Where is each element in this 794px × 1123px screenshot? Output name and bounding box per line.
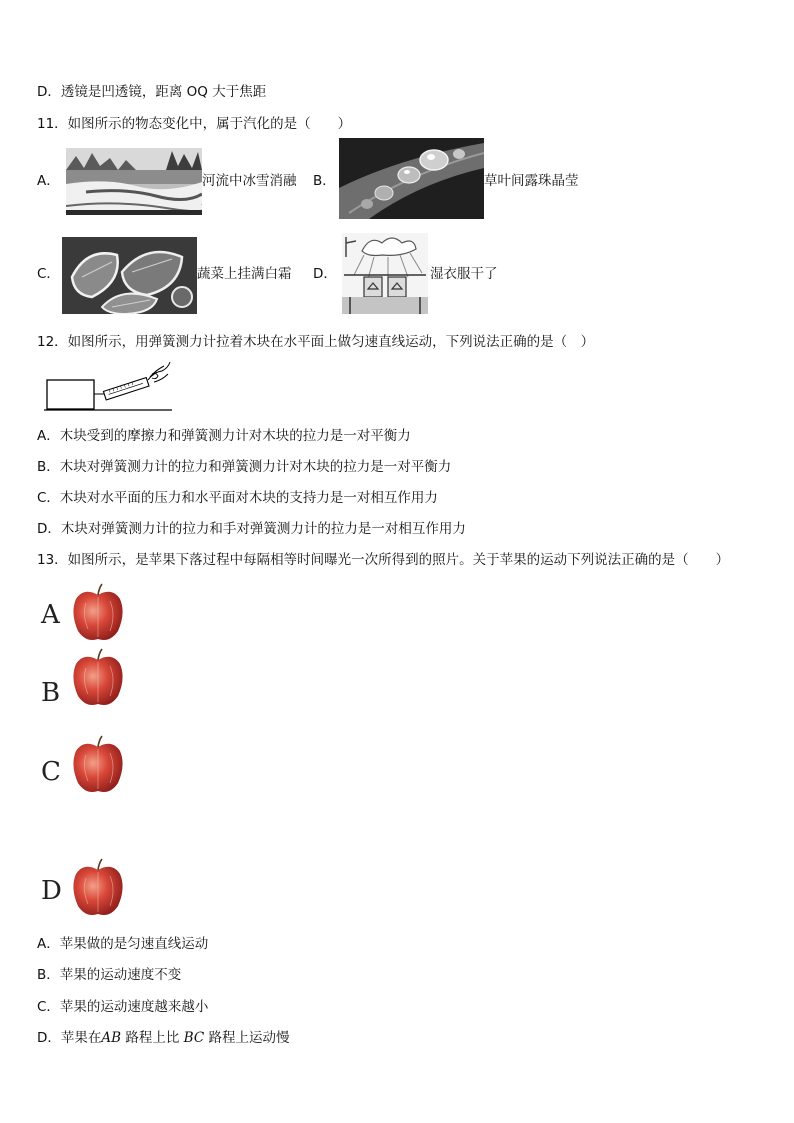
q13-option-a: A．苹果做的是匀速直线运动: [37, 936, 209, 952]
apple-position-label-c: C: [41, 757, 61, 787]
apple-image: [72, 583, 124, 643]
q11-option-d-text: 湿衣服干了: [430, 266, 498, 282]
segment-bc-label: BC: [183, 1030, 205, 1046]
river-ice-photo: [66, 148, 202, 215]
q13-option-d: [37, 1029, 289, 1047]
apple-image: [72, 735, 124, 795]
apple-position-label-d: D: [41, 876, 62, 906]
drying-clothes-drawing: [342, 233, 428, 314]
q12-option-b: B．木块对弹簧测力计的拉力和弹簧测力计对木块的拉力是一对平衡力: [37, 459, 452, 475]
q13-option-c: C．苹果的运动速度越来越小: [37, 999, 209, 1015]
apple-position-label-a: A: [41, 600, 60, 630]
q13-option-d-prefix: D．苹果在: [37, 1030, 102, 1046]
frost-leaves-photo: [62, 237, 197, 314]
q13-option-d-mid: 路程上比: [121, 1030, 184, 1046]
q11-option-a-letter: A．: [37, 173, 60, 189]
q11-stem: 11．如图所示的物态变化中，属于汽化的是（ ）: [37, 116, 352, 132]
segment-ab-label: AB: [101, 1030, 122, 1046]
q11-option-a-text: 河流中冰雪消融: [202, 173, 297, 189]
q11-option-c-letter: C．: [37, 266, 60, 282]
q13-option-d-suffix: 路程上运动慢: [204, 1030, 290, 1046]
q11-option-b-text: 草叶间露珠晶莹: [484, 173, 579, 189]
q11-option-c-text: 蔬菜上挂满白霜: [197, 266, 292, 282]
spring-scale-diagram: [44, 358, 174, 414]
q12-option-a: A．木块受到的摩擦力和弹簧测力计对木块的拉力是一对平衡力: [37, 428, 411, 444]
q12-option-c: C．木块对水平面的压力和水平面对木块的支持力是一对相互作用力: [37, 490, 438, 506]
dew-drops-photo: [339, 138, 484, 219]
q11-option-d-letter: D．: [313, 266, 337, 282]
q12-stem: 12．如图所示，用弹簧测力计拉着木块在水平面上做匀速直线运动，下列说法正确的是（ ）: [37, 334, 595, 350]
q11-option-b-letter: B．: [313, 173, 336, 189]
apple-image: [72, 648, 124, 708]
q10-option-d: D．透镜是凹透镜，距离 OQ 大于焦距: [37, 84, 267, 100]
q13-stem: 13．如图所示，是苹果下落过程中每隔相等时间曝光一次所得到的照片。关于苹果的运动下列说法正确的是（ ）: [37, 552, 730, 568]
apple-image: [72, 858, 124, 918]
q12-option-d: D．木块对弹簧测力计的拉力和手对弹簧测力计的拉力是一对相互作用力: [37, 521, 466, 537]
q13-option-b: B．苹果的运动速度不变: [37, 967, 182, 983]
apple-position-label-b: B: [41, 678, 61, 708]
